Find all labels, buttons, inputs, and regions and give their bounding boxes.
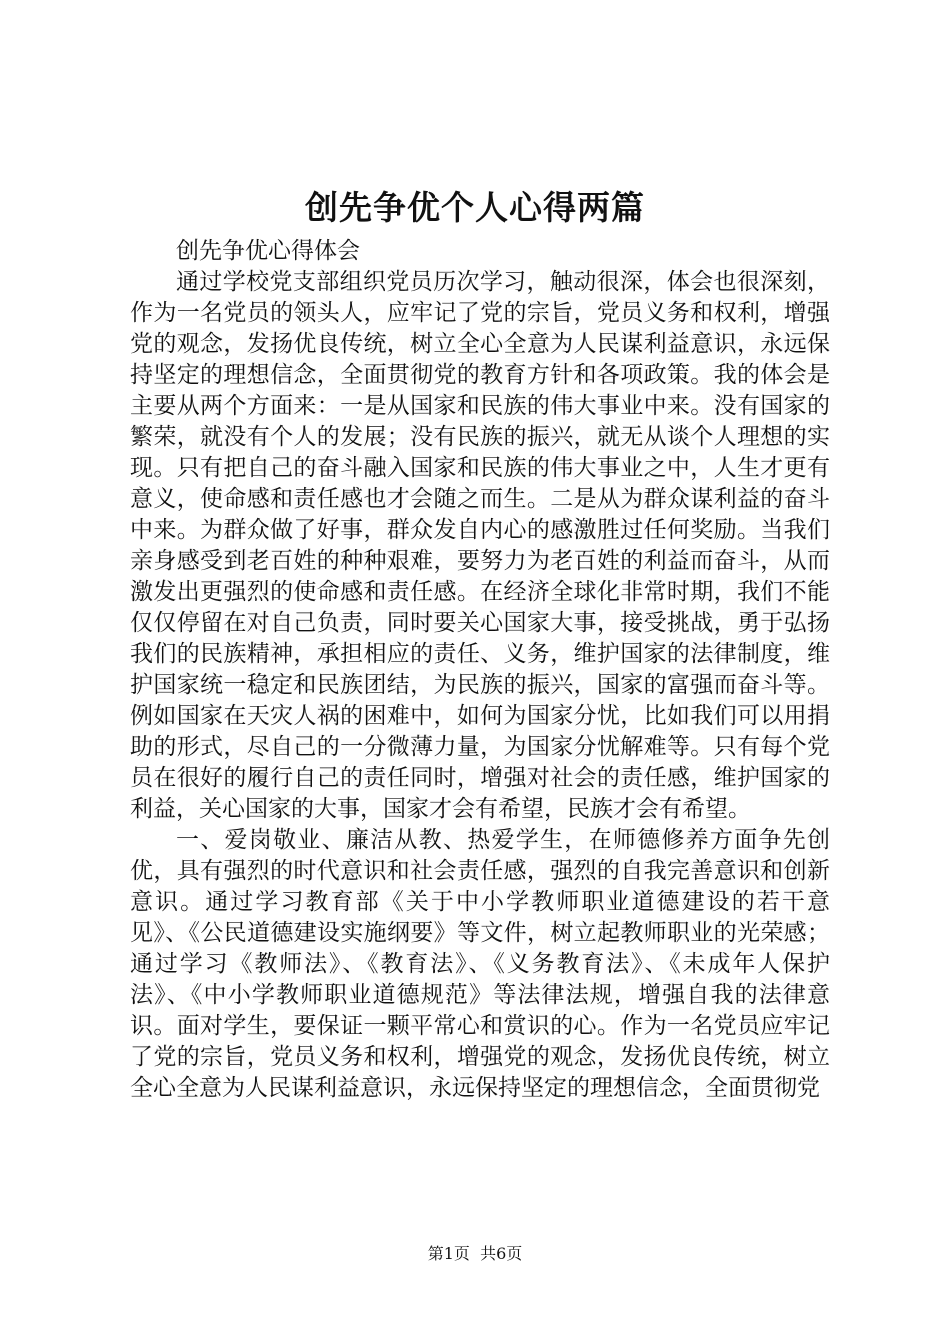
page-number: 第1页 bbox=[427, 1244, 470, 1263]
page-footer bbox=[0, 1244, 950, 1264]
footer-separator bbox=[470, 1244, 480, 1263]
subtitle-paragraph: 创先争优心得体会 bbox=[176, 238, 360, 264]
body-paragraph: 一、爱岗敬业、廉洁从教、热爱学生，在师德修养方面争先创优，具有强烈的时代意识和社会责任感，强烈的自我完善意识和创新意识。通过学习教育部《关于中小学教师职业道德建设的若干意见》、《公民道德建设实施纲要》等文件，树立起教师职业的光荣感；通过学习《教师法》、《教育法》、《义务教育法》、《未成年人保护法》、《中小学教师职业道德规范》等法律法规，增强自我的法律意识。面对学生，要保证一颗平常心和赏识的心。作为一名党员应牢记了党的宗旨，党员义务和权利，增强党的观念，发扬优良传统，树立全心全意为人民谋利益意识，永远保持坚定的理想信念，全面贯彻党 bbox=[130, 827, 830, 1101]
page-total: 共6页 bbox=[480, 1244, 523, 1263]
document-body bbox=[130, 236, 830, 1104]
body-paragraph: 通过学校党支部组织党员历次学习，触动很深，体会也很深刻，作为一名党员的领头人，应牢记了党的宗旨，党员义务和权利，增强党的观念，发扬优良传统，树立全心全意为人民谋利益意识，永远保持坚定的理想信念，全面贯彻党的教育方针和各项政策。我的体会是主要从两个方面来：一是从国家和民族的伟大事业中来。没有国家的繁荣，就没有个人的发展；没有民族的振兴，就无从谈个人理想的实现。只有把自己的奋斗融入国家和民族的伟大事业之中，人生才更有意义，使命感和责任感也才会随之而生。二是从为群众谋利益的奋斗中来。为群众做了好事，群众发自内心的感激胜过任何奖励。当我们亲身感受到老百姓的种种艰难，要努力为老百姓的利益而奋斗，从而激发出更强烈的使命感和责任感。在经济全球化非常时期，我们不能仅仅停留在对自己负责，同时要关心国家大事，接受挑战，勇于弘扬我们的民族精神，承担相应的责任、义务，维护国家的法律制度，维护国家统一稳定和民族团结，为民族的振兴，国家的富强而奋斗等。例如国家在天灾人祸的困难中，如何为国家分忧，比如我们可以用捐助的形式，尽自己的一分微薄力量，为国家分忧解难等。只有每个党员在很好的履行自己的责任同时，增强对社会的责任感，维护国家的利益，关心国家的大事，国家才会有希望，民族才会有希望。 bbox=[130, 269, 830, 822]
page-title: 创先争优个人心得两篇 bbox=[305, 188, 645, 227]
